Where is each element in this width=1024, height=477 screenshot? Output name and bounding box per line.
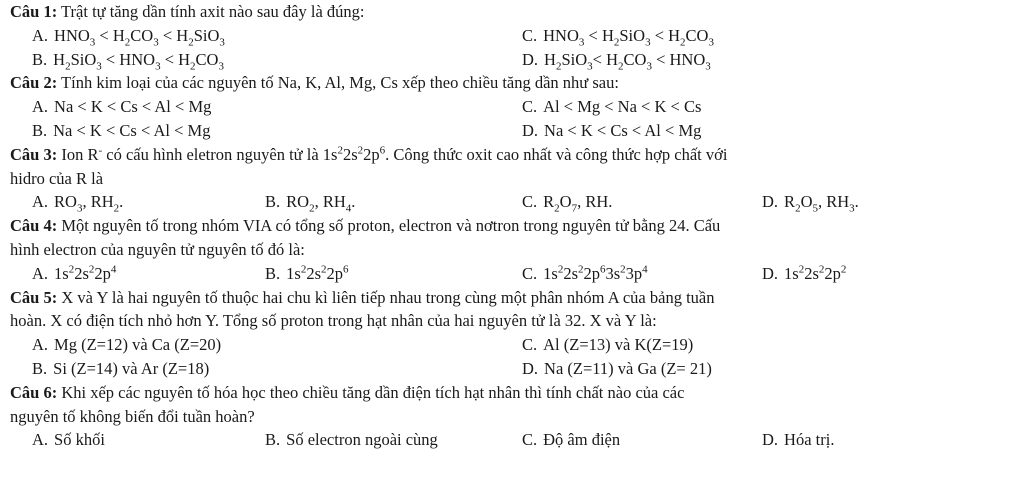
option-b[interactable]: B. $1s^22s^22p^6$	[265, 263, 349, 283]
question-4-continued	[10, 238, 1014, 262]
question-number: Câu 1:	[10, 2, 58, 21]
question-6	[10, 381, 1014, 405]
options-row	[10, 119, 1014, 143]
question-text: nguyên tố không biến đổi tuần hoàn?	[10, 406, 255, 426]
question-3-continued	[10, 167, 1014, 191]
question-5-continued	[10, 309, 1014, 333]
question-number: Câu 2:	[10, 73, 58, 93]
question-text: Tính kim loại của các nguyên tố Na, K, Al, Mg, Cs xếp theo chiều tăng dần như sau:	[61, 73, 619, 93]
option-b[interactable]: B. Si (Z=14) và Ar (Z=18)	[32, 358, 210, 378]
option-a[interactable]: A. $1s^22s^22p^4$	[32, 263, 117, 283]
option-d[interactable]: D. $H_2SiO_3< H_2CO_3 < HNO_3$	[522, 49, 711, 72]
question-3	[10, 143, 1014, 167]
quiz-document	[10, 0, 1014, 452]
option-d[interactable]: D. Hóa trị.	[762, 430, 835, 450]
question-text: hoàn. X có điện tích nhỏ hơn Y. Tổng số proton trong hạt nhân của hai nguyên tử là 32. X và Y là:	[10, 311, 657, 331]
option-d[interactable]: D. $1s^22s^22p^2$	[762, 263, 847, 283]
question-1	[10, 0, 1014, 24]
option-b[interactable]: B. $H_2SiO_3 < HNO_3 < H_2CO_3$	[32, 49, 224, 72]
question-number: Câu 3:	[10, 144, 58, 164]
option-c[interactable]: C. $HNO_3 < H_2SiO_3 < H_2CO_3$	[522, 25, 714, 49]
option-d[interactable]: D. $R_2O_5$, $RH_3$.	[762, 192, 859, 215]
question-number: Câu 4:	[10, 216, 58, 236]
option-c[interactable]: C. Al < Mg < Na < K < Cs	[522, 97, 702, 117]
option-a[interactable]: A. Na < K < Cs < Al < Mg	[32, 97, 212, 117]
options-row	[10, 95, 1014, 119]
options-row	[10, 357, 1014, 381]
question-number: Câu 6:	[10, 382, 58, 402]
question-text: Ion R- có cấu hình eletron nguyên tử là $1s^22s^22p^6$. Công thức oxit cao nhất và công thức hợp chất với	[61, 144, 728, 164]
question-text: Trật tự tăng dần tính axit nào sau đây là đúng:	[61, 2, 365, 21]
option-c[interactable]: C. Độ âm điện	[522, 430, 621, 450]
option-b[interactable]: B. Số electron ngoài cùng	[265, 430, 438, 450]
question-text: hình electron của nguyên tử nguyên tố đó là:	[10, 239, 305, 259]
question-6-continued	[10, 405, 1014, 429]
question-text: Khi xếp các nguyên tố hóa học theo chiều tăng dần điện tích hạt nhân thì tính chất nào của các	[61, 382, 685, 402]
option-a[interactable]: A. Mg (Z=12) và Ca (Z=20)	[32, 335, 222, 355]
option-c[interactable]: C. $1s^22s^22p^63s^23p^4$	[522, 263, 648, 283]
options-row	[10, 428, 1014, 452]
option-a[interactable]: A. $RO_3$, $RH_2$.	[32, 192, 124, 215]
question-5	[10, 286, 1014, 310]
option-d[interactable]: D. Na < K < Cs < Al < Mg	[522, 120, 702, 140]
question-text: hidro của R là	[10, 168, 104, 188]
option-a[interactable]: A. Số khối	[32, 430, 105, 450]
question-text: Một nguyên tố trong nhóm VIA có tổng số proton, electron và nơtron trong nguyên tử bằng 24. Cấu	[61, 216, 721, 236]
options-row	[10, 333, 1014, 357]
options-row	[10, 48, 1014, 72]
options-row	[10, 190, 1014, 214]
options-row	[10, 262, 1014, 286]
options-row	[10, 24, 1014, 48]
option-b[interactable]: B. Na < K < Cs < Al < Mg	[32, 120, 211, 140]
option-b[interactable]: B. $RO_2$, $RH_4$.	[265, 192, 356, 215]
question-number: Câu 5:	[10, 287, 58, 307]
question-4	[10, 214, 1014, 238]
question-2	[10, 71, 1014, 95]
option-a[interactable]: A. $HNO_3 < H_2CO_3 < H_2SiO_3$	[32, 25, 225, 49]
option-d[interactable]: D. Na (Z=11) và Ga (Z= 21)	[522, 358, 712, 378]
question-text: X và Y là hai nguyên tố thuộc hai chu kì liên tiếp nhau trong cùng một phân nhóm A của bảng tuần	[61, 287, 715, 307]
option-c[interactable]: C. Al (Z=13) và K(Z=19)	[522, 335, 694, 355]
option-c[interactable]: C. $R_2O_7$, RH.	[522, 192, 613, 215]
